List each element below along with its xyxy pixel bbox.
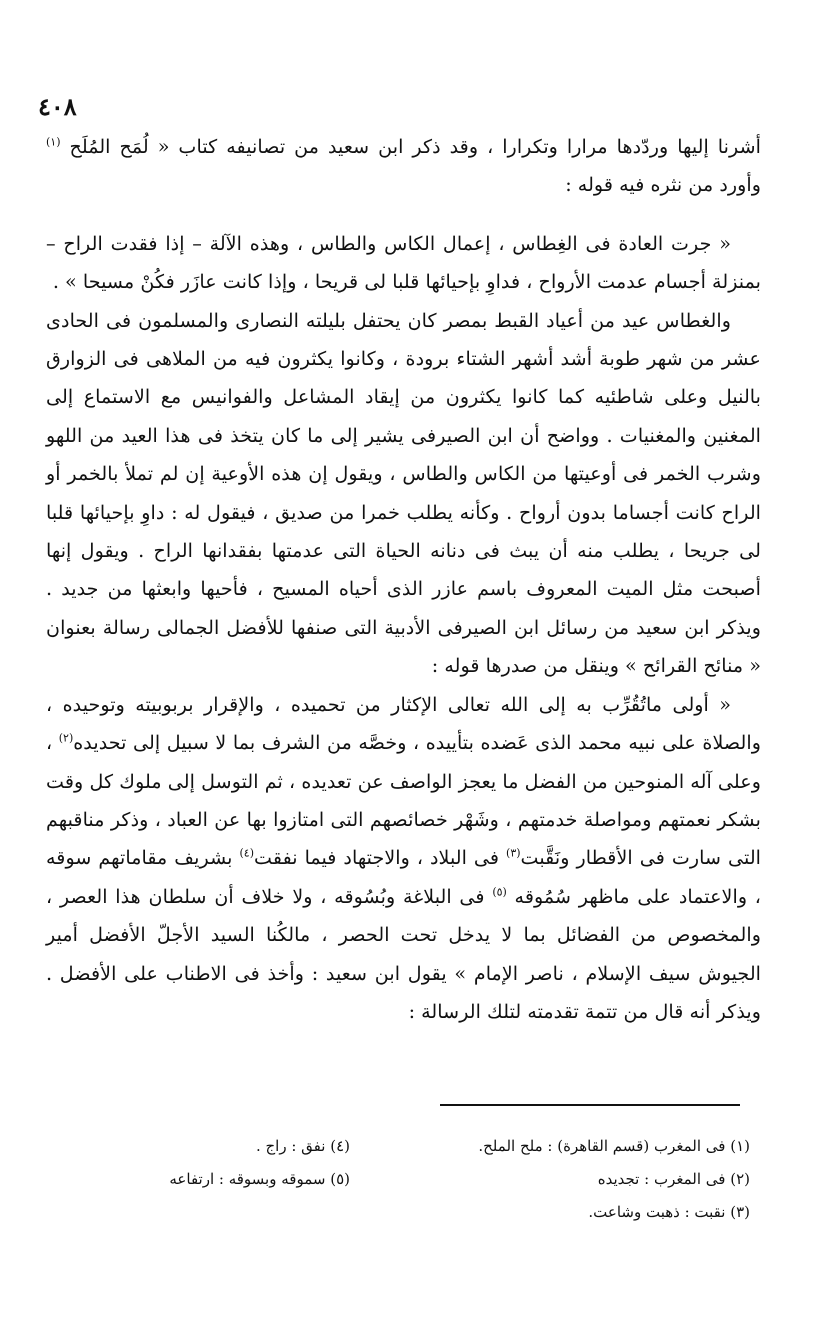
footnote-5: (٥) سموقه وبسوقه : ارتفاعه bbox=[169, 1170, 350, 1188]
footnote-ref-5: (٥) bbox=[492, 885, 507, 899]
footnote-ref-3: (٣) bbox=[506, 846, 521, 860]
footnote-divider bbox=[440, 1104, 740, 1106]
footnotes-right-column bbox=[430, 1130, 750, 1229]
footnote-ref-4: (٤) bbox=[239, 846, 255, 860]
footnote-ref-2: (٢) bbox=[58, 731, 74, 745]
footnotes-left-column bbox=[60, 1130, 350, 1196]
footnote-3: (٣) نقبت : ذهبت وشاعت. bbox=[588, 1203, 750, 1221]
footnote-1: (١) فى المغرب (قسم القاهرة) : ملح الملح. bbox=[478, 1137, 750, 1155]
body-text bbox=[46, 128, 761, 1031]
paragraph-intro: أشرنا إليها وردّدها مرارا وتكرارا ، وقد ذكر ابن سعيد من تصانيفه كتاب « لُمَح المُلَح $^{(١)}$ وأورد من نثره فيه قوله : bbox=[46, 135, 761, 197]
page-number: ٤٠٨ bbox=[38, 92, 77, 121]
footnote-ref-1: (١) bbox=[46, 135, 61, 149]
footnote-4: (٤) نفق : راج . bbox=[255, 1137, 350, 1155]
footnote-2: (٢) فى المغرب : تجديده bbox=[597, 1170, 750, 1188]
paragraph-explanation: والغطاس عيد من أعياد القبط بمصر كان يحتفل بليلته النصارى والمسلمون فى الحادى عشر من شهر طوبة أشد أشهر الشتاء برودة ، وكانوا يكثرون فيه من الملاهى فى الزوارق بالنيل وعلى شاطئيه كما كانوا يكثرون من إيقاد المشاعل والفوانيس مع الاستماع إلى المغنين والمغنيات . وواضح أن ابن الصيرفى يشير إلى ما كان يتخذ فى هذا العيد من اللهو وشرب الخمر فى أوعيتها من الكاس والطاس ، ويقول إن هذه الأوعية إن لم تملأ بالخمر أو الراح كانت أجساما بدون أرواح . وكأنه يطلب خمرا من صديق ، فيقول له : داوِ بإحيائها قلبا لى جريحا ، يطلب منه أن يبث فى دنانه الحياة التى عدمتها بفقدانها الراح . ويقول إنها أصبحت مثل الميت المعروف باسم عازر الذى أحياه المسيح ، فأحيها وابعثها من جديد . ويذكر ابن سعيد من رسائل ابن الصيرفى الأدبية التى صنفها للأفضل الجمالى رسالة بعنوان « منائح القرائح » وينقل من صدرها قوله : bbox=[46, 308, 761, 678]
paragraph-quote-1: « جرت العادة فى الغِطاس ، إعمال الكاس والطاس ، وهذه الآلة – إذا فقدت الراح – بمنزلة أجسام عدمت الأرواح ، فداوِ بإحيائها قلبا لى قريحا ، وإذا كانت عازَر فكُنْ مسيحا » . bbox=[46, 231, 761, 294]
paragraph-quote-2: « أولى ماتُقُرِّب به إلى الله تعالى الإكثار من تحميده ، والإقرار بربوبيته وتوحيده ، والصلاة على نبيه محمد الذى عَضده بتأييده ، وخصَّه من الشرف بما لا سبيل إلى تحديده$^{(٢)}$ ، وعلى آله المنوحين من الفضل ما يعجز الواصف عن تعديده ، ثم التوسل إلى ملوك كل وقت بشكر نعمتهم ومواصلة خدمتهم ، وشَهْر خصائصهم التى امتازوا بها عن العباد ، وذكر مناقبهم التى سارت فى الأقطار ونَقَّبت$^{(٣)}$ فى البلاد ، والاجتهاد فيما نفقت$^{(٤)}$ بشريف مقاماتهم سوقه ، والاعتماد على ماظهر سُمُوقه $^{(٥)}$ فى البلاغة وبُسُوقه ، ولا خلاف أن سلطان هذا العصر ، والمخصوص من الفضائل بما لا يدخل تحت الحصر ، مالكُنا السيد الأجلّ الأفضل أمير الجيوش سيف الإسلام ، ناصر الإمام » يقول ابن سعيد : وأخذ فى الاطناب على الأفضل . ويذكر أنه قال من تتمة تقدمته لتلك الرسالة : bbox=[46, 692, 762, 1023]
